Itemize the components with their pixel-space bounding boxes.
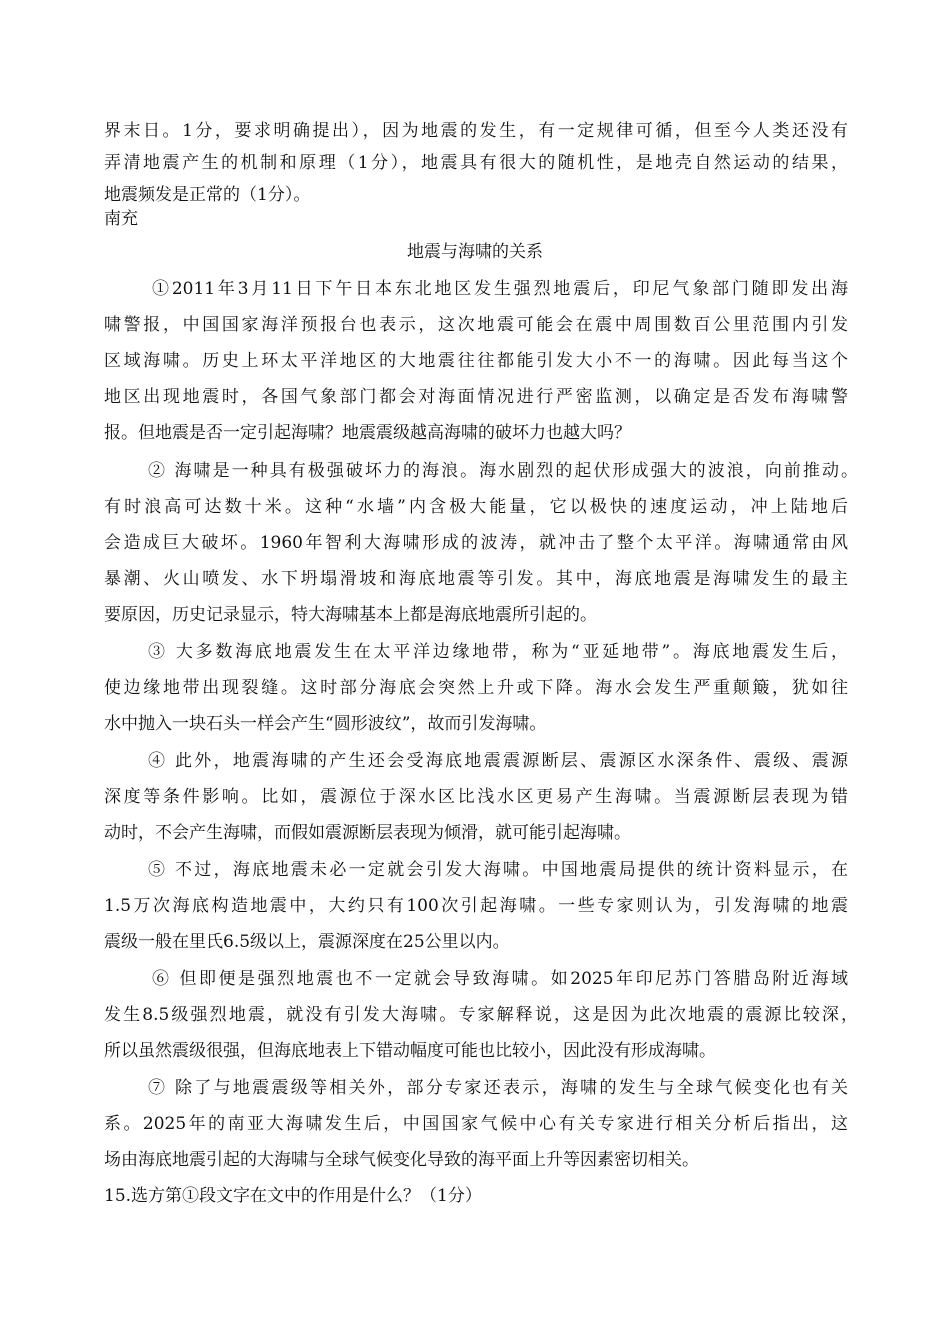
paragraph-4-line-3: 动时，不会产生海啸，而假如震源断层表现为倾滑，就可能引起海啸。 — [104, 823, 631, 843]
paragraph-5-line-2: 1.5万次海底构造地震中，大约只有100次引起海啸。一些专家则认为，引发海啸的地震 — [104, 896, 848, 916]
paragraph-2-line-2: 有时浪高可达数十米。这种“水墙”内含极大能量，它以极快的速度运动，冲上陆地后 — [104, 497, 848, 517]
paragraph-4-line-1: ④ 此外，地震海啸的产生还会受海底地震震源断层、震源区水深条件、震级、震源 — [148, 751, 848, 771]
paragraph-7-line-1: ⑦ 除了与地震震级等相关外，部分专家还表示，海啸的发生与全球气候变化也有关 — [148, 1078, 848, 1098]
paragraph-1-line-2: 啸警报，中国国家海洋预报台也表示，这次地震可能会在震中周围数百公里范围内引发 — [104, 315, 848, 335]
paragraph-1-line-4: 地区出现地震时，各国气象部门都会对海面情况进行严密监测，以确定是否发布海啸警 — [104, 387, 848, 407]
paragraph-2-line-1: ② 海啸是一种具有极强破坏力的海浪。海水剧烈的起伏形成强大的波浪，向前推动。 — [148, 461, 858, 481]
article-title: 地震与海啸的关系 — [407, 242, 543, 262]
paragraph-5-line-1: ⑤ 不过，海底地震未必一定就会引发大海啸。中国地震局提供的统计资料显示，在 — [148, 860, 848, 880]
paragraph-3-line-1: ③ 大多数海底地震发生在太平洋边缘地带，称为“亚延地带”。海底地震发生后， — [148, 642, 848, 662]
question-15: 15.选方第①段文字在文中的作用是什么？（1分） — [104, 1186, 482, 1206]
intro-line-1: 界末日。1分，要求明确提出），因为地震的发生，有一定规律可循，但至今人类还没有 — [104, 121, 848, 141]
paragraph-6-line-3: 所以虽然震级很强，但海底地表上下错动幅度可能也比较小，因此没有形成海啸。 — [104, 1041, 716, 1061]
paragraph-7-line-2: 系。2025年的南亚大海啸发生后，中国国家气候中心有关专家进行相关分析后指出，这 — [104, 1114, 848, 1134]
paragraph-1-line-3: 区域海啸。历史上环太平洋地区的大地震往往都能引发大小不一的海啸。因此每当这个 — [104, 351, 848, 371]
paragraph-2-line-3: 会造成巨大破坏。1960年智利大海啸形成的波涛，就冲击了整个太平洋。海啸通常由风 — [104, 533, 848, 553]
paragraph-7-line-3: 场由海底地震引起的大海啸与全球气候变化导致的海平面上升等因素密切相关。 — [104, 1150, 699, 1170]
intro-line-3: 地震频发是正常的（1分）。 — [104, 185, 311, 205]
paragraph-4-line-2: 深度等条件影响。比如，震源位于深水区比浅水区更易产生海啸。当震源断层表现为错 — [104, 787, 848, 807]
city-label: 南充 — [104, 209, 138, 229]
paragraph-3-line-3: 水中抛入一块石头一样会产生“圆形波纹”，故而引发海啸。 — [104, 714, 547, 734]
paragraph-3-line-2: 使边缘地带出现裂缝。这时部分海底会突然上升或下降。海水会发生严重颠簸，犹如往 — [104, 678, 848, 698]
paragraph-6-line-1: ⑥ 但即便是强烈地震也不一定就会导致海啸。如2025年印尼苏门答腊岛附近海域 — [152, 969, 848, 989]
paragraph-1-line-5: 报。但地震是否一定引起海啸？地震震级越高海啸的破坏力也越大吗？ — [104, 423, 631, 443]
intro-line-2: 弄清地震产生的机制和原理（1分），地震具有很大的随机性，是地壳自然运动的结果， — [104, 153, 848, 173]
paragraph-5-line-3: 震级一般在里氏6.5级以上，震源深度在25公里以内。 — [104, 932, 510, 952]
paragraph-6-line-2: 发生8.5级强烈地震，就没有引发大海啸。专家解释说，这是因为此次地震的震源比较深， — [104, 1005, 858, 1025]
paragraph-2-line-4: 暴潮、火山喷发、水下坍塌滑坡和海底地震等引发。其中，海底地震是海啸发生的最主 — [104, 569, 848, 589]
paragraph-2-line-5: 要原因，历史记录显示，特大海啸基本上都是海底地震所引起的。 — [104, 605, 597, 625]
paragraph-1-line-1: ①2011年3月11日下午日本东北地区发生强烈地震后，印尼气象部门随即发出海 — [152, 279, 848, 299]
